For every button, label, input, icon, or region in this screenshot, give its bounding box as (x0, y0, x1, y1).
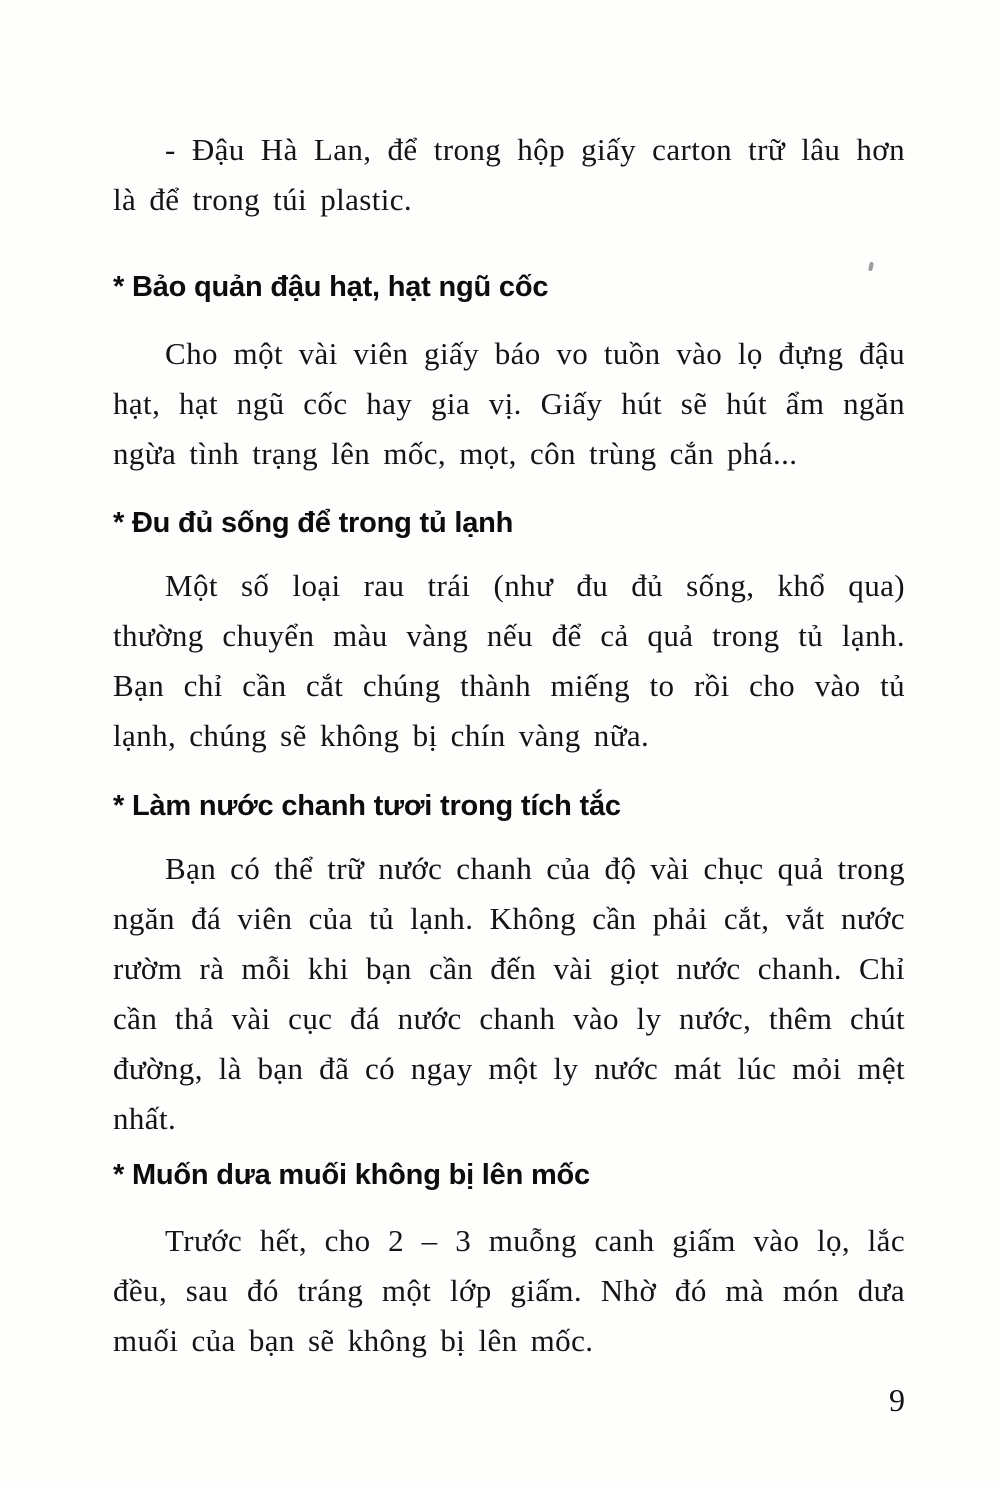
section-heading-bean-storage: * Bảo quản đậu hạt, hạt ngũ cốc (113, 271, 549, 303)
section-body-green-papaya: Một số loại rau trái (như đu đủ sống, khổ qua) thường chuyển màu vàng nếu để cả quả trong tủ lạnh. Bạn chỉ cần cắt chúng thành miếng to rồi cho vào tủ lạnh, chúng sẽ không bị chín vàng nữa. (113, 568, 905, 753)
section-body-pickles-mold: Trước hết, cho 2 – 3 muỗng canh giấm vào lọ, lắc đều, sau đó tráng một lớp giấm. Nhờ đó mà món dưa muối của bạn sẽ không bị lên mốc. (113, 1223, 905, 1358)
section-body-bean-storage: Cho một vài viên giấy báo vo tuồn vào lọ đựng đậu hạt, hạt ngũ cốc hay gia vị. Giấy hút sẽ hút ẩm ngăn ngừa tình trạng lên mốc, mọt, côn trùng cắn phá... (113, 336, 905, 471)
page-number: 9 (889, 1382, 905, 1418)
section-heading-fresh-lemon-juice: * Làm nước chanh tươi trong tích tắc (113, 790, 621, 822)
intro-list-item: - Đậu Hà Lan, để trong hộp giấy carton trữ lâu hơn là để trong túi plastic. (113, 132, 905, 217)
page-content (113, 0, 905, 1420)
section-heading-pickles-mold: * Muốn dưa muối không bị lên mốc (113, 1159, 590, 1191)
section-body-fresh-lemon-juice: Bạn có thể trữ nước chanh của độ vài chục quả trong ngăn đá viên của tủ lạnh. Không cần phải cắt, vắt nước rườm rà mỗi khi bạn cần đến vài giọt nước chanh. Chỉ cần thả vài cục đá nước chanh vào ly nước, thêm chút đường, là bạn đã có ngay một ly nước mát lúc mỏi mệt nhất. (113, 851, 905, 1136)
section-heading-green-papaya: * Đu đủ sống để trong tủ lạnh (113, 507, 514, 539)
